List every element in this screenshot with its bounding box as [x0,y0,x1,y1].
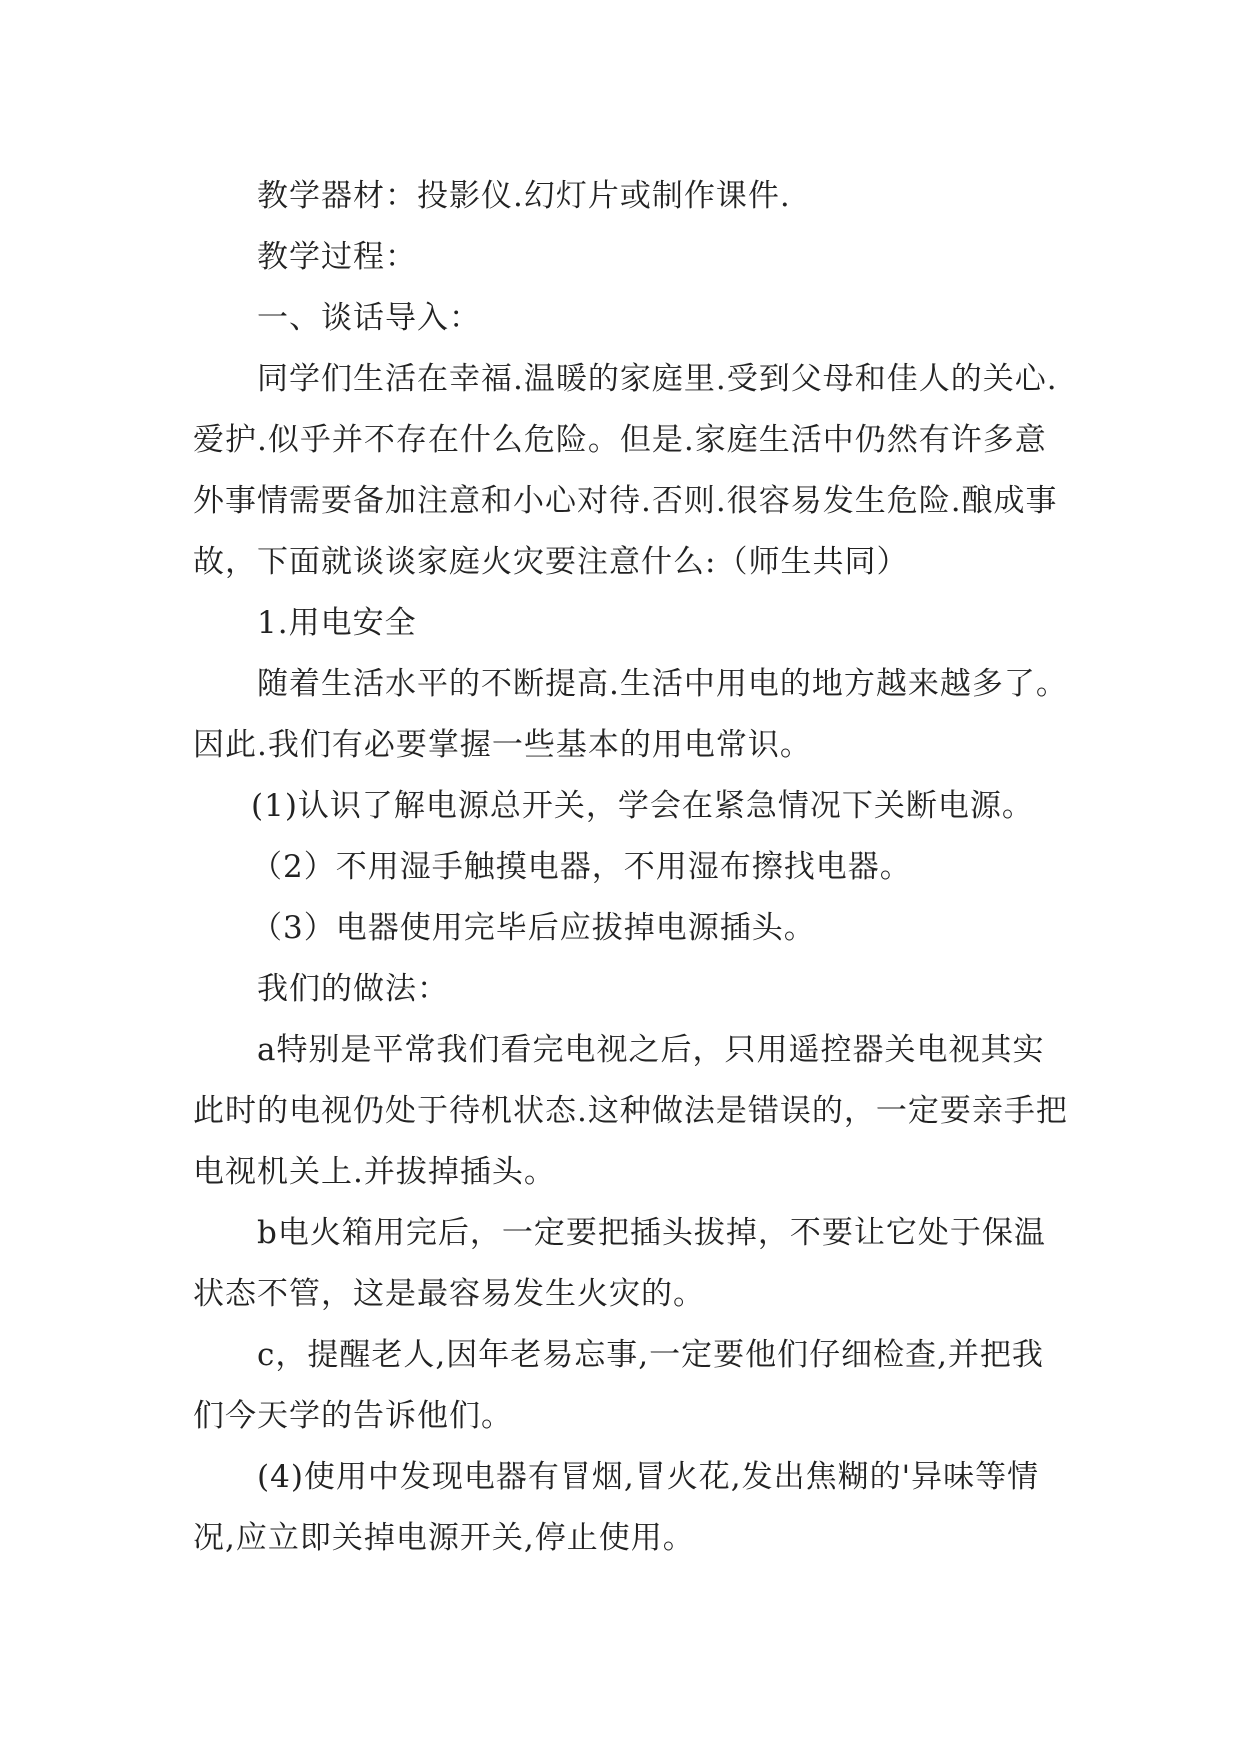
paragraph-practice-b: b电火箱用完后，一定要把插头拔掉，不要让它处于保温状态不管，这是最容易发生火灾的。 [193,1215,1046,1312]
paragraph-teaching-process: 教学过程： [257,239,417,275]
paragraph-item-2: （2）不用湿手触摸电器，不用湿布擦找电器。 [251,849,912,885]
paragraph-item-1: (1)认识了解电源总开关，学会在紧急情况下关断电源。 [251,788,1034,824]
paragraph-practice-c: c，提醒老人,因年老易忘事,一定要他们仔细检查,并把我们今天学的告诉他们。 [193,1337,1044,1434]
paragraph-subheading-electric-safety: 1.用电安全 [257,605,417,641]
paragraph-item-3: （3）电器使用完毕后应拔掉电源插头。 [251,910,816,946]
paragraph-our-practice: 我们的做法： [257,971,449,1007]
paragraph-section-heading: 一、谈话导入： [257,300,481,336]
document-body [193,166,1073,1569]
paragraph-teaching-materials: 教学器材：投影仪.幻灯片或制作课件. [257,178,791,214]
paragraph-practice-a: a特别是平常我们看完电视之后，只用遥控器关电视其实此时的电视仍处于待机状态.这种做法是错误的，一定要亲手把电视机关上.并拔掉插头。 [193,1032,1068,1190]
paragraph-electric-usage: 随着生活水平的不断提高.生活中用电的地方越来越多了。因此.我们有必要掌握一些基本的用电常识。 [193,666,1068,763]
paragraph-intro: 同学们生活在幸福.温暖的家庭里.受到父母和佳人的关心.爱护.似乎并不存在什么危险。但是.家庭生活中仍然有许多意外事情需要备加注意和小心对待.否则.很容易发生危险.酿成事故，下面就谈谈家庭火灾要注意什么:（师生共同） [193,361,1058,580]
paragraph-item-4: (4)使用中发现电器有冒烟,冒火花,发出焦糊的'异味等情况,应立即关掉电源开关,停止使用。 [193,1459,1040,1556]
